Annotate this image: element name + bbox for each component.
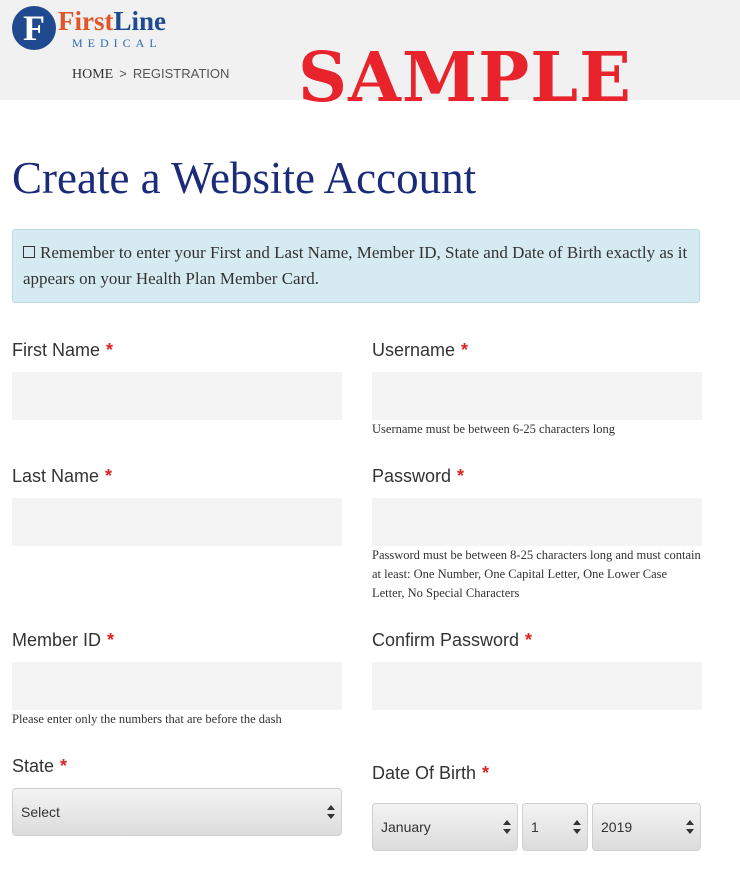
username-label-text: Username [372, 340, 456, 360]
select-arrows-icon [686, 820, 694, 834]
notice-box [12, 229, 700, 303]
logo-brand-name [58, 6, 166, 36]
password-input[interactable] [372, 498, 702, 546]
dob-day-select[interactable] [522, 803, 588, 851]
dob-year-select[interactable] [592, 803, 701, 851]
state-label-text: State [12, 756, 55, 776]
member-id-label-text: Member ID [12, 630, 102, 650]
required-marker: * [105, 466, 113, 486]
dob-day-value: 1 [531, 819, 539, 835]
dob-month-select[interactable] [372, 803, 518, 851]
last-name-label-text: Last Name [12, 466, 100, 486]
dob-label [372, 763, 489, 784]
logo-brand-first: First [58, 6, 114, 36]
state-label [12, 756, 67, 777]
checkbox-icon [23, 246, 35, 258]
password-help: Password must be between 8-25 characters long and must contain at least: One Number, One Capital Letter, One Lower Case Letter, No Special Characters [372, 548, 701, 600]
required-marker: * [107, 630, 115, 650]
first-name-label-text: First Name [12, 340, 101, 360]
breadcrumb-current: REGISTRATION [132, 66, 230, 81]
breadcrumb-separator: > [119, 66, 127, 81]
required-marker: * [457, 466, 465, 486]
confirm-password-input[interactable] [372, 662, 702, 710]
dob-year-value: 2019 [601, 819, 633, 835]
required-marker: * [461, 340, 469, 360]
state-select-value: Select [21, 804, 60, 820]
member-id-help: Please enter only the numbers that are before the dash [12, 712, 282, 726]
sample-watermark: SAMPLE [298, 38, 632, 118]
password-label-text: Password [372, 466, 452, 486]
confirm-password-label-text: Confirm Password [372, 630, 520, 650]
member-id-label [12, 630, 114, 651]
dob-month-value: January [381, 819, 431, 835]
breadcrumb-home-link[interactable]: HOME [72, 67, 114, 82]
logo-mark: F [12, 6, 56, 50]
confirm-password-label [372, 630, 532, 651]
dob-label-text: Date Of Birth [372, 763, 477, 783]
username-label [372, 340, 468, 361]
first-name-input[interactable] [12, 372, 342, 420]
logo-brand-line: Line [113, 6, 166, 36]
first-name-label [12, 340, 113, 361]
required-marker: * [525, 630, 533, 650]
required-marker: * [60, 756, 68, 776]
select-arrows-icon [327, 805, 335, 819]
last-name-input[interactable] [12, 498, 342, 546]
last-name-label [12, 466, 112, 487]
breadcrumb [72, 66, 229, 83]
required-marker: * [482, 763, 490, 783]
password-label [372, 466, 464, 487]
username-help: Username must be between 6-25 characters long [372, 422, 615, 436]
logo-medical-text: MEDICAL [72, 36, 162, 50]
username-input[interactable] [372, 372, 702, 420]
select-arrows-icon [503, 820, 511, 834]
page-title: Create a Website Account [12, 153, 477, 203]
state-select[interactable] [12, 788, 342, 836]
notice-text: Remember to enter your First and Last Name, Member ID, State and Date of Birth exactly as it appears on your Health Plan Member Card. [23, 243, 688, 288]
firstline-medical-logo[interactable] [12, 6, 192, 52]
required-marker: * [106, 340, 114, 360]
member-id-input[interactable] [12, 662, 342, 710]
select-arrows-icon [573, 820, 581, 834]
